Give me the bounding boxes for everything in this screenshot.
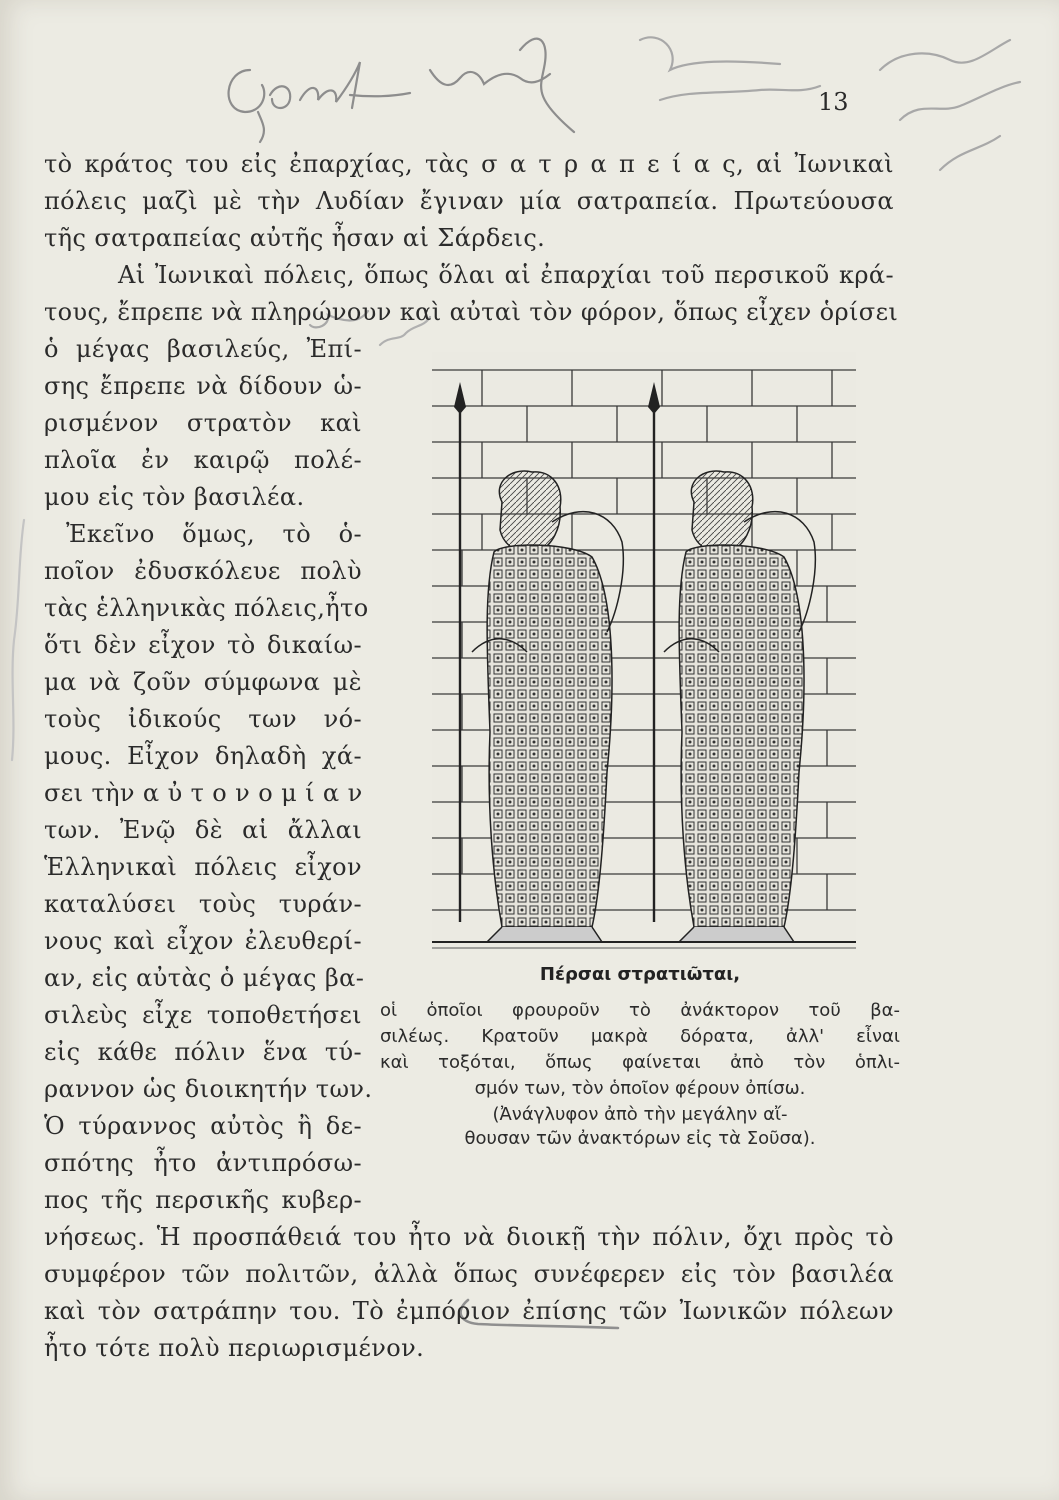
text-line: ὁ μέγας βασιλεύς, Ἐπί- xyxy=(44,335,362,363)
text-line: Ἑλληνικαὶ πόλεις εἶχον xyxy=(44,853,362,881)
text-line: σει τὴν α ὐ τ ο ν ο μ ί α ν xyxy=(44,779,363,807)
figure-caption-title: Πέρσαι στρατιῶται, xyxy=(539,964,741,985)
text-line: μου εἰς τὸν βασιλέα. xyxy=(44,483,305,511)
text-line: σιλεὺς εἶχε τοποθετήσει xyxy=(44,1001,362,1029)
text-line: ραννον ὡς διοικητήν των. xyxy=(44,1075,373,1103)
text-line: ρισμένον στρατὸν καὶ xyxy=(44,409,362,437)
text-line: ἦτο τότε πολὺ περιωρισμένον. xyxy=(44,1334,425,1362)
text-line: τους, ἔπρεπε νὰ πληρώνουν καὶ αὐταὶ τὸν φόρον, ὅπως εἶχεν ὁρίσει xyxy=(44,298,899,326)
figure-caption-line: οἱ ὁποῖοι φρουροῦν τὸ ἀνάκτορον τοῦ βα- xyxy=(380,1000,900,1021)
text-line: πος τῆς περσικῆς κυβερ- xyxy=(44,1186,362,1214)
text-line: Αἱ Ἰωνικαὶ πόλεις, ὅπως ὅλαι αἱ ἐπαρχίαι τοῦ περσικοῦ κρά- xyxy=(118,261,894,289)
figure-caption-line: θουσαν τῶν ἀνακτόρων εἰς τὰ Σοῦσα). xyxy=(464,1128,816,1149)
text-line: τοὺς ἰδικούς των νό- xyxy=(44,705,362,733)
text-line: καταλύσει τοὺς τυράν- xyxy=(44,890,362,918)
text-line: μους. Εἶχον δηλαδὴ χά- xyxy=(44,742,362,770)
figure-caption-line: σμόν των, τὸν ὁποῖον φέρουν ὀπίσω. xyxy=(474,1078,806,1099)
text-line: καὶ τὸν σατράπην του. Τὸ ἐμπόριον ἐπίσης τῶν Ἰωνικῶν πόλεων xyxy=(44,1297,894,1325)
text-line: τὸ κράτος του εἰς ἐπαρχίας, τὰς σ α τ ρ α π ε ί α ς, αἱ Ἰωνικαὶ xyxy=(44,150,894,178)
text-line: των. Ἐνῷ δὲ αἱ ἄλλαι xyxy=(44,816,362,844)
text-line: αν, εἰς αὐτὰς ὁ μέγας βα- xyxy=(44,964,365,992)
text-line: νήσεως. Ἡ προσπάθειά του ἦτο νὰ διοικῇ τὴν πόλιν, ὄχι πρὸς τὸ xyxy=(44,1223,894,1251)
text-line: ὅτι δὲν εἶχον τὸ δικαίω- xyxy=(44,631,362,659)
text-line: Ὁ τύραννος αὐτὸς ἢ δε- xyxy=(44,1112,362,1140)
text-line: σης ἔπρεπε νὰ δίδουν ὡ- xyxy=(44,372,362,400)
text-line: σπότης ἦτο ἀντιπρόσω- xyxy=(44,1149,362,1177)
text-line: Ἐκεῖνο ὅμως, τὸ ὁ- xyxy=(66,520,362,548)
text-line: τῆς σατραπείας αὐτῆς ἦσαν αἱ Σάρδεις. xyxy=(44,224,546,252)
text-line: νους καὶ εἶχον ἐλευθερί- xyxy=(44,927,362,955)
text-line: ποῖον ἐδυσκόλευε πολὺ xyxy=(44,557,362,585)
text-line: εἰς κάθε πόλιν ἕνα τύ- xyxy=(44,1038,362,1066)
relief-illustration xyxy=(432,352,856,950)
page-number: 13 xyxy=(818,88,849,116)
text-line: τὰς ἑλληνικὰς πόλεις,ἦτο xyxy=(44,594,369,622)
text-line: μα νὰ ζοῦν σύμφωνα μὲ xyxy=(44,668,362,696)
figure-caption-line: (Ἀνάγλυφον ἀπὸ τὴν μεγάλην αἴ- xyxy=(492,1104,788,1125)
figure-caption-line: καὶ τοξόται, ὅπως φαίνεται ἀπὸ τὸν ὁπλι- xyxy=(380,1052,900,1073)
figure-caption-line: σιλέως. Κρατοῦν μακρὰ δόρατα, ἀλλ' εἶναι xyxy=(380,1026,900,1047)
text-line: πλοῖα ἐν καιρῷ πολέ- xyxy=(44,446,362,474)
text-line: συμφέρον τῶν πολιτῶν, ἀλλὰ ὅπως συνέφερεν εἰς τὸν βασιλέα xyxy=(44,1260,894,1288)
text-line: πόλεις μαζὶ μὲ τὴν Λυδίαν ἔγιναν μία σατραπεία. Πρωτεύουσα xyxy=(44,187,894,215)
